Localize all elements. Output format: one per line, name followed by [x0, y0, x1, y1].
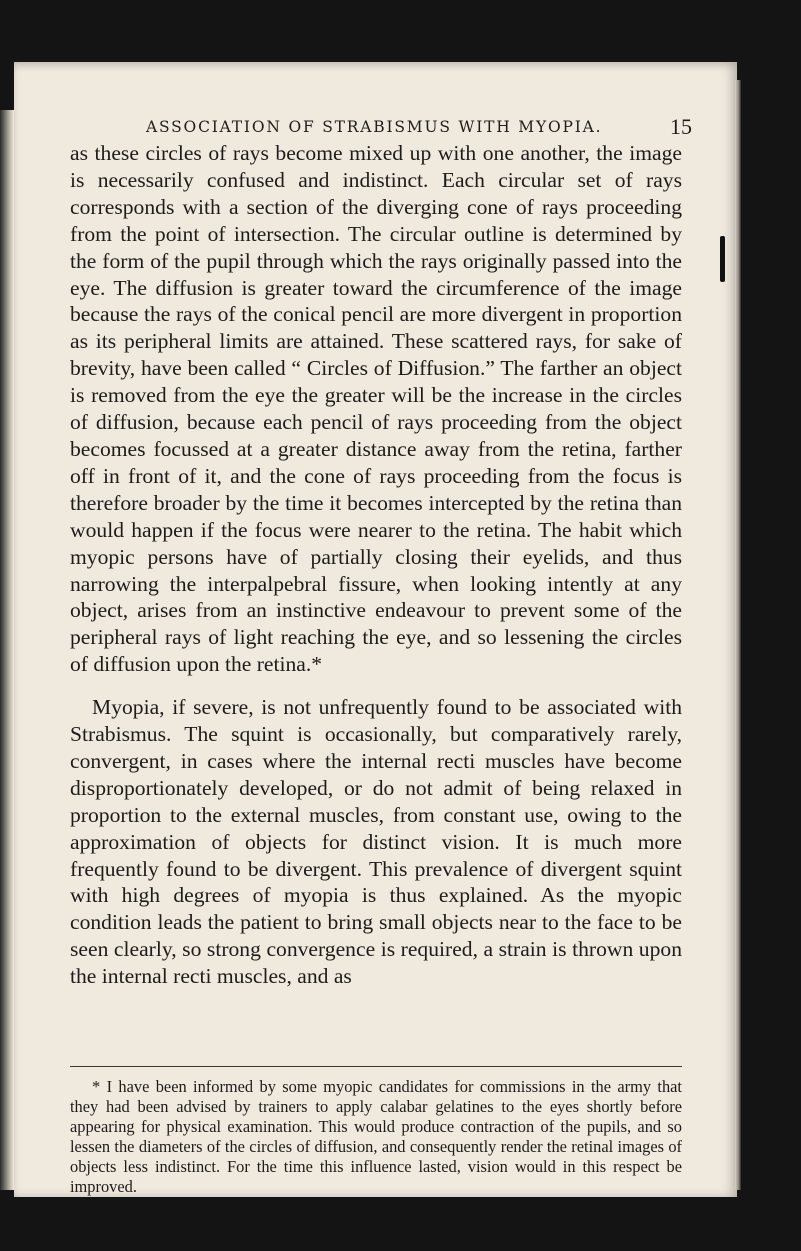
running-head: ASSOCIATION OF STRABISMUS WITH MYOPIA. — [146, 118, 603, 136]
margin-mark — [720, 236, 725, 282]
footnote: * I have been informed by some myopic candidates for commissions in the army that they had been advised by trainers to apply calabar gelatines to the eyes shortly before appearing for physical examination. This would produce contraction of the pupils, and so lessen the diameters of the circles of diffusion, and consequently render the retinal images of objects less indistinct. For the time this influence lasted, vision would in this respect be improved. — [70, 1077, 682, 1196]
page-number: 15 — [670, 114, 692, 139]
paragraph-myopia-strabismus: Myopia, if severe, is not unfrequently found to be associated with Strabismus. The squint is occasionally, but comparatively rarely, convergent, in cases where the internal recti muscles have become disproportionately developed, or do not admit of being relaxed in proportion to the external muscles, from constant use, owing to the approximation of objects for distinct vision. It is much more frequently found to be divergent. This prevalence of divergent squint with high degrees of myopia is thus explained. As the myopic condition leads the patient to bring small objects near to the face to be seen clearly, so strong convergence is required, a strain is thrown upon the internal recti muscles, and as — [70, 695, 682, 989]
right-page-edge — [735, 80, 741, 1190]
paragraph-continued: as these circles of rays become mixed up with one another, the image is necessarily confused and indistinct. Each circular set of rays corresponds with a section of the diverging cone of rays proceeding from the point of intersection. The circular outline is determined by the form of the pupil through which the rays originally passed into the eye. The diffusion is greater toward the circumference of the image because the rays of the conical pencil are more divergent in proportion as its peripheral limits are attained. These scattered rays, for sake of brevity, have been called “ Circles of Diffusion.” The farther an object is removed from the eye the greater will be the increase in the circles of diffusion, because each pencil of rays proceeding from the object becomes focussed at a greater distance away from the retina, farther off in front of it, and the cone of rays proceeding from the focus is therefore broader by the time it becomes intercepted by the retina than would happen if the focus were nearer to the retina. The habit which myopic persons have of partially closing their eyelids, and thus narrowing the interpalpebral fissure, when looking intently at any object, arises from an instinctive endeavour to prevent some of the peripheral rays of light reaching the eye, and so lessening the circles of diffusion upon the retina.* — [70, 141, 682, 677]
left-page-edge — [0, 110, 14, 1190]
body-text — [70, 140, 682, 990]
footnote-rule — [70, 1066, 682, 1067]
